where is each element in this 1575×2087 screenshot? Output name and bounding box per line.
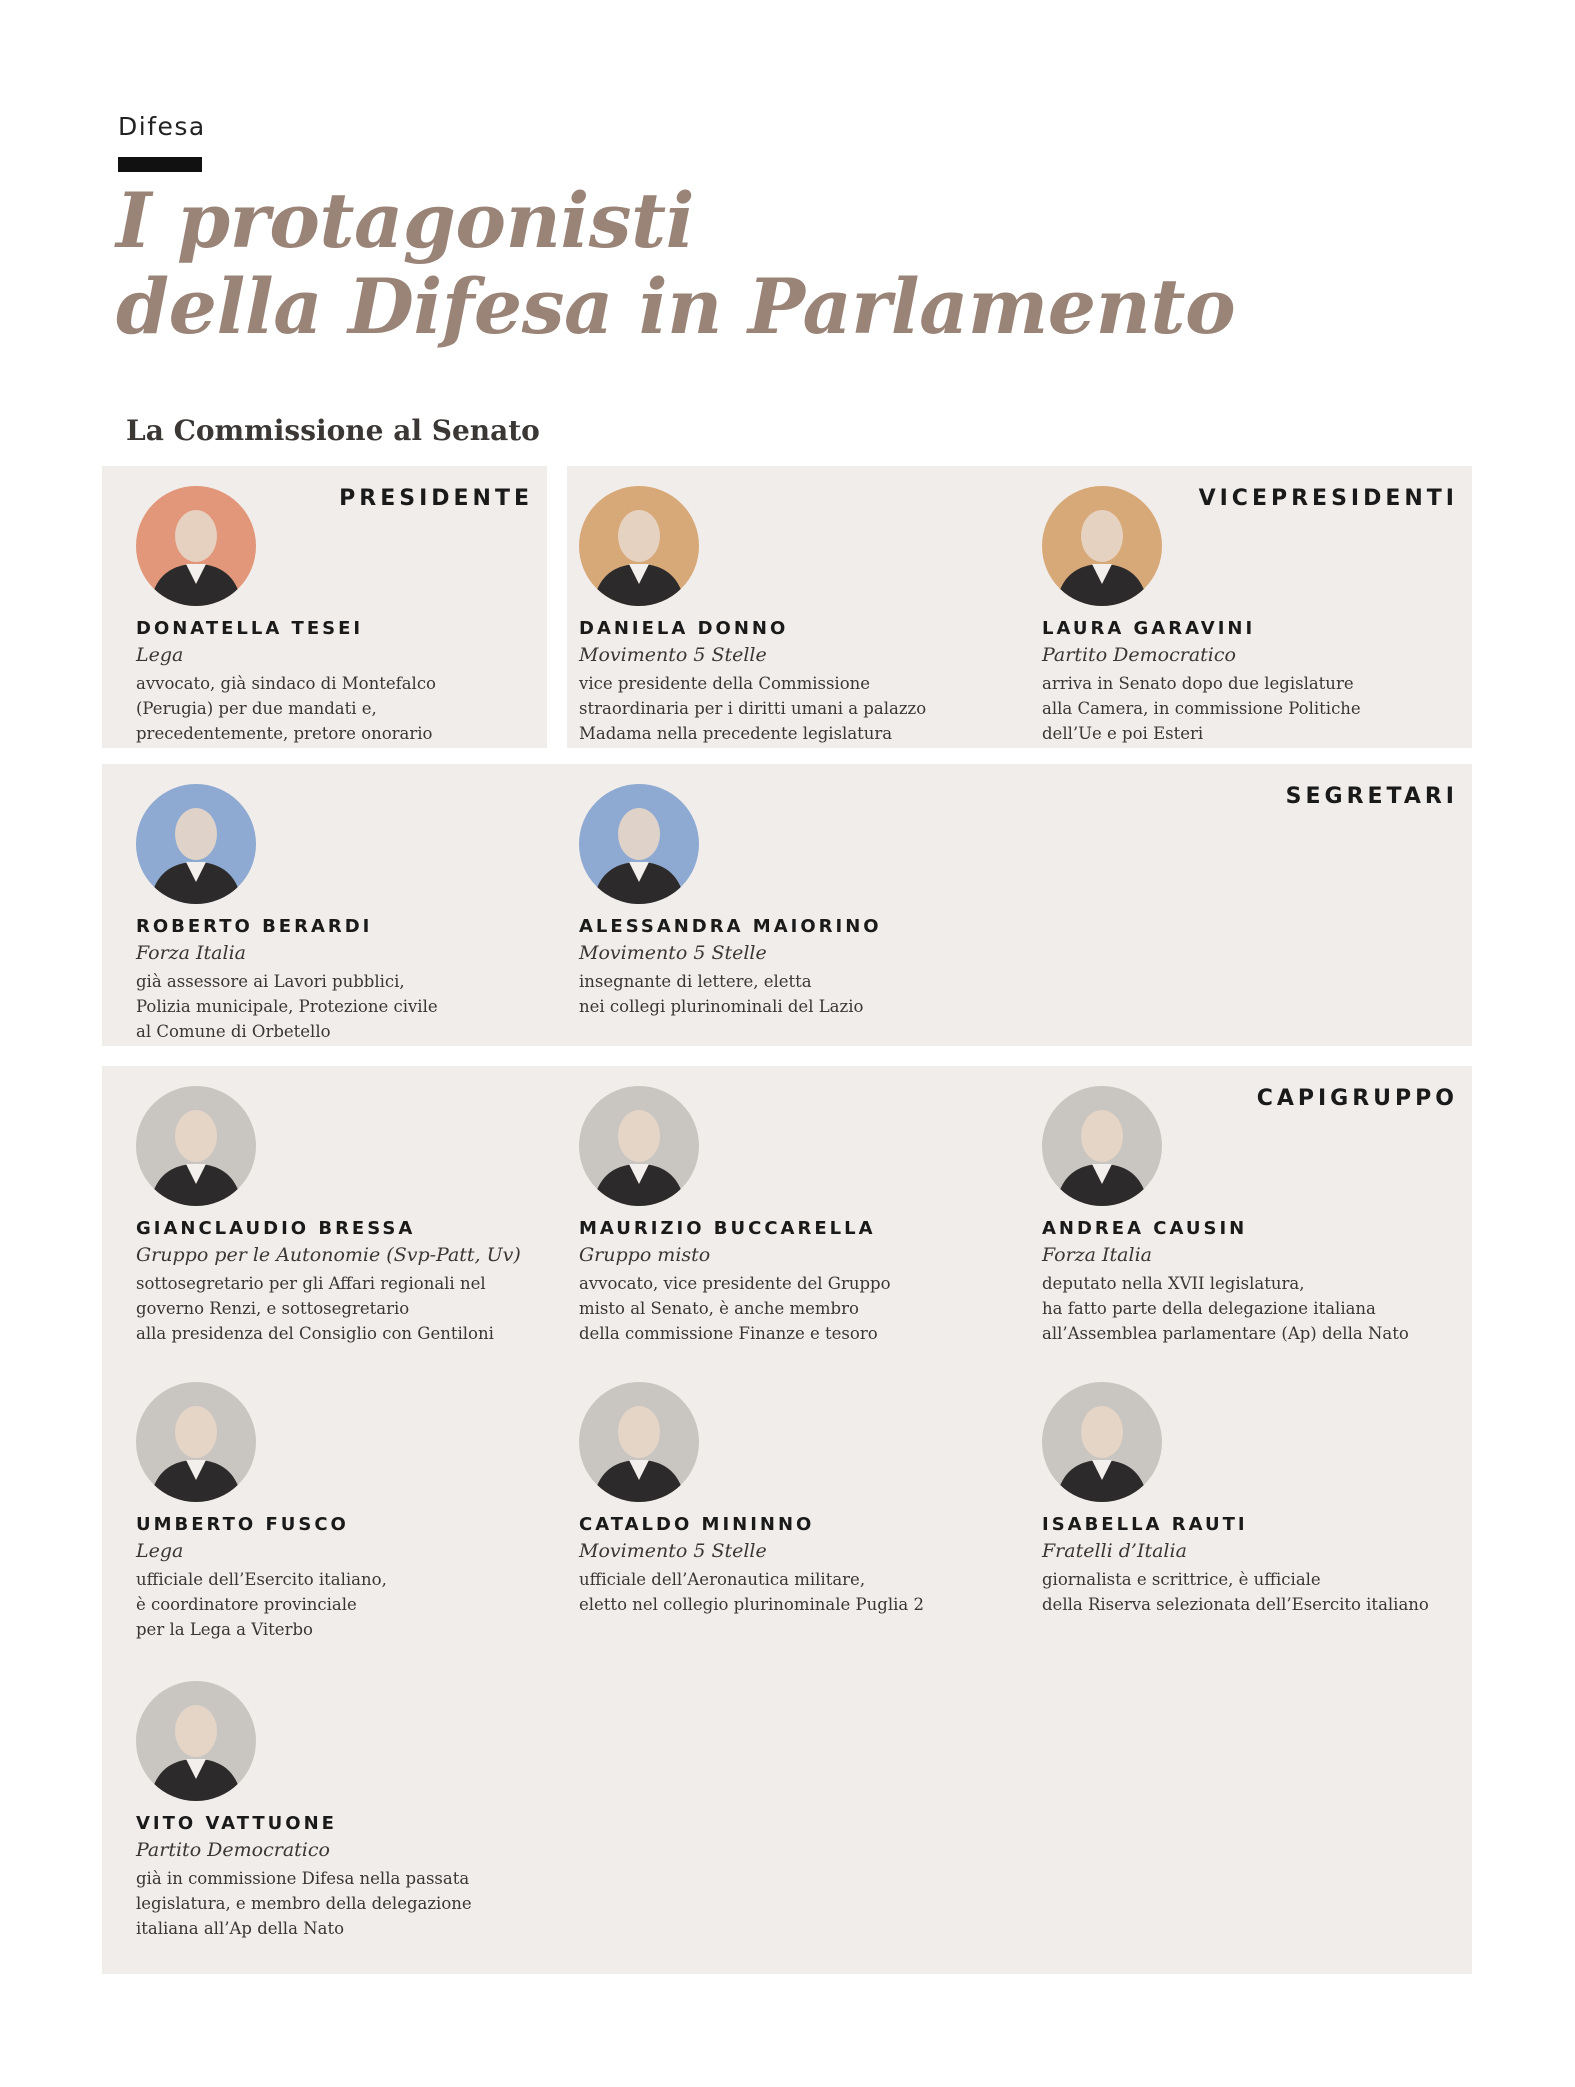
bio-line: dell’Ue e poi Esteri: [1042, 724, 1204, 743]
bio-line: Polizia municipale, Protezione civile: [136, 997, 438, 1016]
bio-line: per la Lega a Viterbo: [136, 1620, 313, 1639]
portrait-photo: [1042, 1086, 1162, 1206]
person-name: ALESSANDRA MAIORINO: [579, 916, 882, 937]
bio-line: già in commissione Difesa nella passata: [136, 1869, 470, 1888]
panel-vicepresidenti: [567, 466, 1472, 748]
panel-capigruppo: [102, 1066, 1472, 1974]
bio-line: all’Assemblea parlamentare (Ap) della Nato: [1042, 1324, 1409, 1343]
bio-line: ufficiale dell’Aeronautica militare,: [579, 1570, 866, 1589]
bio-line: al Comune di Orbetello: [136, 1022, 331, 1041]
role-presidente: PRESIDENTE: [339, 486, 533, 511]
person-bio: [1042, 1567, 1482, 1617]
title-line-1: I protagonisti: [116, 176, 694, 265]
person-name: UMBERTO FUSCO: [136, 1514, 349, 1535]
role-segretari: SEGRETARI: [1285, 784, 1458, 809]
portrait-silhouette: [136, 784, 256, 904]
person-bio: [136, 1271, 576, 1346]
person-name: ANDREA CAUSIN: [1042, 1218, 1248, 1239]
person-name: ISABELLA RAUTI: [1042, 1514, 1248, 1535]
bio-line: italiana all’Ap della Nato: [136, 1919, 345, 1938]
person-bio: [136, 671, 576, 746]
bio-line: governo Renzi, e sottosegretario: [136, 1299, 410, 1318]
person-party: Lega: [136, 1540, 184, 1562]
portrait-silhouette: [579, 1382, 699, 1502]
bio-line: è coordinatore provinciale: [136, 1595, 357, 1614]
bio-line: ha fatto parte della delegazione italiana: [1042, 1299, 1376, 1318]
person-name: LAURA GARAVINI: [1042, 618, 1256, 639]
title-line-2: della Difesa in Parlamento: [116, 262, 1236, 351]
bio-line: misto al Senato, è anche membro: [579, 1299, 859, 1318]
portrait-silhouette: [136, 1086, 256, 1206]
section-bar: [118, 157, 202, 172]
bio-line: della commissione Finanze e tesoro: [579, 1324, 878, 1343]
role-vicepresidenti: VICEPRESIDENTI: [1198, 486, 1458, 511]
bio-line: precedentemente, pretore onorario: [136, 724, 433, 743]
portrait-silhouette: [136, 1681, 256, 1801]
portrait-photo: [579, 486, 699, 606]
portrait-photo: [136, 1086, 256, 1206]
bio-line: avvocato, vice presidente del Gruppo: [579, 1274, 891, 1293]
bio-line: (Perugia) per due mandati e,: [136, 699, 377, 718]
bio-line: alla Camera, in commissione Politiche: [1042, 699, 1361, 718]
person-name: ROBERTO BERARDI: [136, 916, 373, 937]
bio-line: ufficiale dell’Esercito italiano,: [136, 1570, 387, 1589]
person-party: Forza Italia: [136, 942, 246, 964]
bio-line: giornalista e scrittrice, è ufficiale: [1042, 1570, 1321, 1589]
portrait-silhouette: [579, 784, 699, 904]
person-bio: [579, 671, 1019, 746]
person-party: Partito Democratico: [1042, 644, 1236, 666]
portrait-photo: [136, 784, 256, 904]
person-bio: [579, 969, 1019, 1019]
person-party: Fratelli d’Italia: [1042, 1540, 1187, 1562]
portrait-photo: [136, 1382, 256, 1502]
person-party: Lega: [136, 644, 184, 666]
portrait-silhouette: [1042, 1086, 1162, 1206]
bio-line: già assessore ai Lavori pubblici,: [136, 972, 405, 991]
panel-segretari: [102, 764, 1472, 1046]
portrait-photo: [579, 784, 699, 904]
person-name: DONATELLA TESEI: [136, 618, 364, 639]
bio-line: straordinaria per i diritti umani a palazzo: [579, 699, 927, 718]
person-party: Partito Democratico: [136, 1839, 330, 1861]
person-party: Gruppo per le Autonomie (Svp-Patt, Uv): [136, 1244, 521, 1266]
portrait-photo: [1042, 486, 1162, 606]
person-bio: [579, 1567, 1019, 1617]
bio-line: alla presidenza del Consiglio con Gentiloni: [136, 1324, 494, 1343]
page-title: [116, 178, 1235, 350]
person-party: Movimento 5 Stelle: [579, 1540, 767, 1562]
person-bio: [136, 1866, 576, 1941]
role-capigruppo: CAPIGRUPPO: [1256, 1086, 1458, 1111]
portrait-silhouette: [1042, 1382, 1162, 1502]
bio-line: eletto nel collegio plurinominale Puglia 2: [579, 1595, 924, 1614]
bio-line: deputato nella XVII legislatura,: [1042, 1274, 1305, 1293]
person-bio: [579, 1271, 1019, 1346]
person-party: Movimento 5 Stelle: [579, 644, 767, 666]
bio-line: avvocato, già sindaco di Montefalco: [136, 674, 436, 693]
person-party: Gruppo misto: [579, 1244, 711, 1266]
section-label: Difesa: [118, 112, 206, 141]
portrait-silhouette: [136, 486, 256, 606]
person-bio: [136, 1567, 576, 1642]
bio-line: vice presidente della Commissione: [579, 674, 871, 693]
portrait-photo: [579, 1086, 699, 1206]
bio-line: Madama nella precedente legislatura: [579, 724, 893, 743]
person-party: Forza Italia: [1042, 1244, 1152, 1266]
person-bio: [1042, 1271, 1482, 1346]
person-name: CATALDO MININNO: [579, 1514, 815, 1535]
bio-line: insegnante di lettere, eletta: [579, 972, 812, 991]
bio-line: legislatura, e membro della delegazione: [136, 1894, 472, 1913]
bio-line: sottosegretario per gli Affari regionali nel: [136, 1274, 486, 1293]
person-bio: [1042, 671, 1482, 746]
portrait-photo: [579, 1382, 699, 1502]
person-name: GIANCLAUDIO BRESSA: [136, 1218, 416, 1239]
person-name: MAURIZIO BUCCARELLA: [579, 1218, 876, 1239]
portrait-photo: [1042, 1382, 1162, 1502]
person-name: VITO VATTUONE: [136, 1813, 337, 1834]
portrait-silhouette: [579, 486, 699, 606]
bio-line: arriva in Senato dopo due legislature: [1042, 674, 1354, 693]
portrait-silhouette: [136, 1382, 256, 1502]
portrait-silhouette: [579, 1086, 699, 1206]
bio-line: della Riserva selezionata dell’Esercito italiano: [1042, 1595, 1429, 1614]
panel-presidente: [102, 466, 547, 748]
person-name: DANIELA DONNO: [579, 618, 789, 639]
person-bio: [136, 969, 576, 1044]
person-party: Movimento 5 Stelle: [579, 942, 767, 964]
portrait-photo: [136, 1681, 256, 1801]
bio-line: nei collegi plurinominali del Lazio: [579, 997, 864, 1016]
portrait-silhouette: [1042, 486, 1162, 606]
portrait-photo: [136, 486, 256, 606]
page-subtitle: La Commissione al Senato: [126, 414, 540, 447]
